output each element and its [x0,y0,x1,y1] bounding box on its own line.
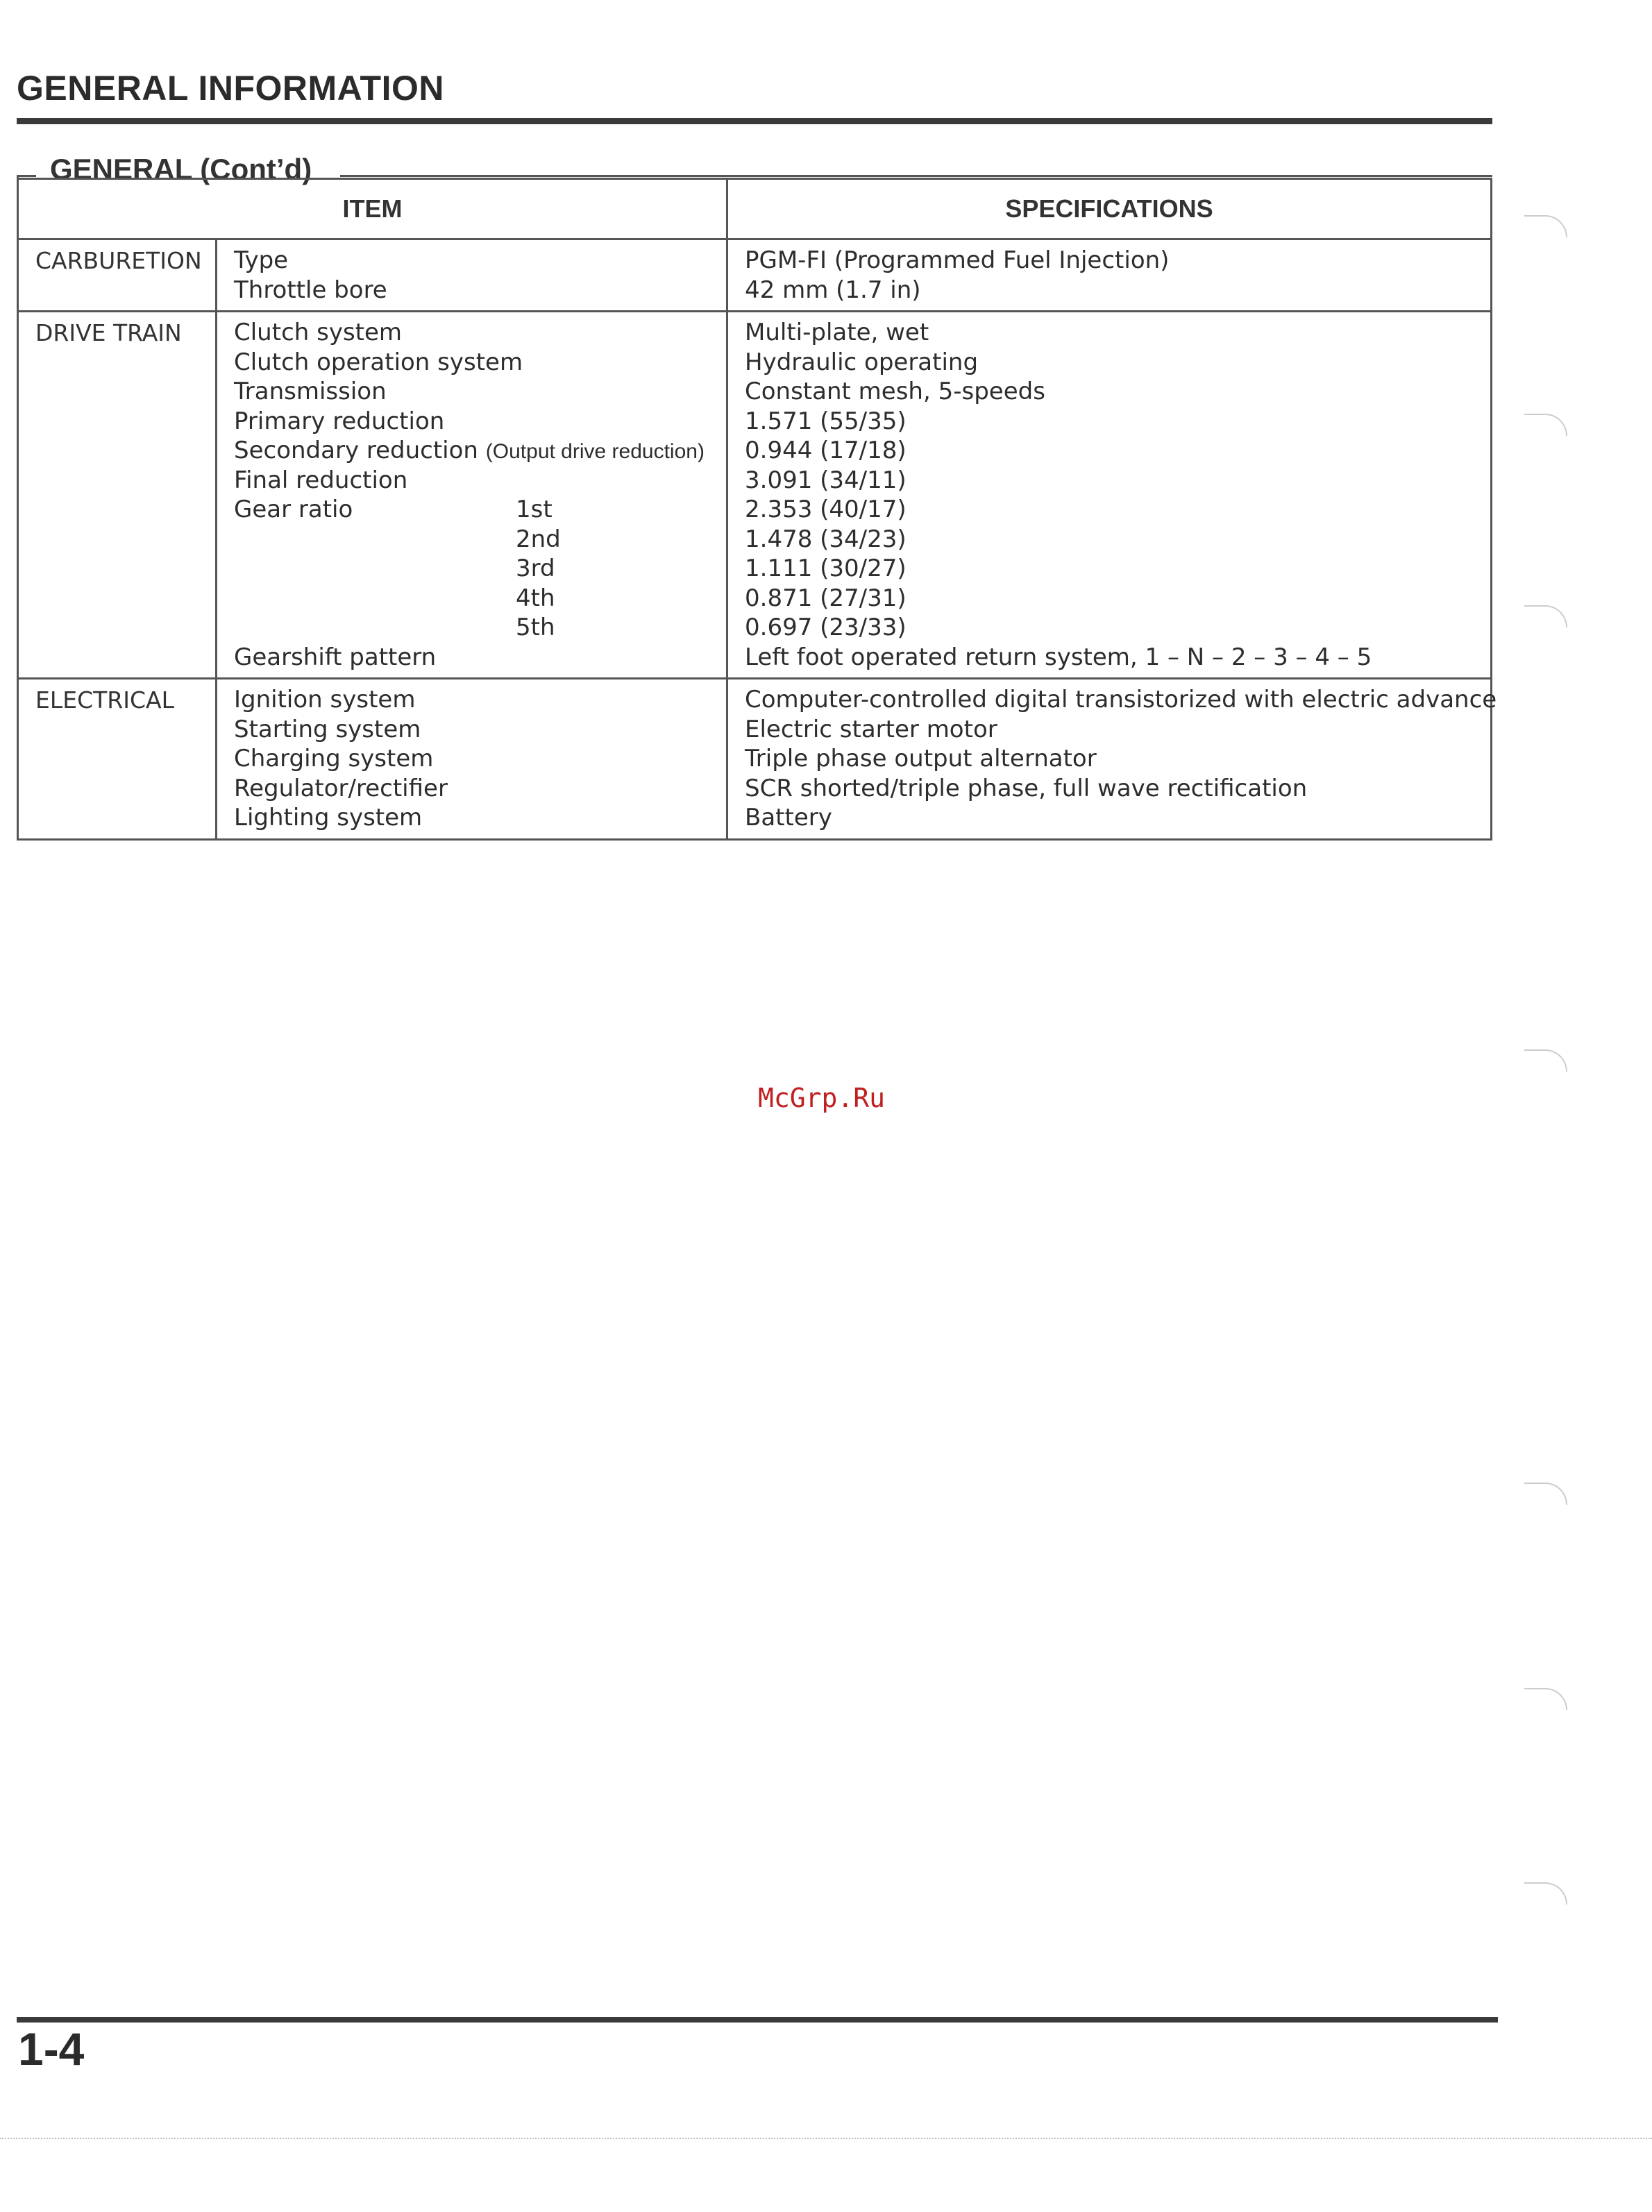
item-cell [217,679,727,840]
group-label: CARBURETION [18,239,217,312]
header-rule [17,118,1492,124]
spec-cell [727,679,1497,840]
item-label: Primary reduction [234,407,445,435]
section-rule [340,175,1492,177]
group-label: DRIVE TRAIN [18,312,217,679]
spec-value: Computer-controlled digital transistorized with electric advance [745,686,1497,714]
item-label: Transmission [234,378,387,405]
group-label: ELECTRICAL [18,679,217,840]
page-tab-mark [1524,215,1567,237]
spec-value: PGM-FI (Programmed Fuel Injection) [745,246,1170,274]
specifications-table [17,178,1497,841]
item-column-header: ITEM [18,179,727,239]
page-number: 1-4 [18,2023,85,2075]
gear-ratio-row [234,495,726,525]
item-label: Final reduction [234,466,408,494]
table-header-row [18,179,1492,239]
gear-number: 3rd [516,555,555,582]
item-label-row [234,436,726,466]
spec-value: Left foot operated return system, 1 – N – 2 – 3 – 4 – 5 [745,643,1372,671]
page-title: GENERAL INFORMATION [17,69,444,108]
item-label: Gear ratio [234,496,353,523]
table-row [18,239,1492,312]
item-label: Starting system [234,715,421,743]
spec-value: 0.871 (27/31) [745,584,907,612]
spec-value: 1.111 (30/27) [745,555,907,582]
item-label: Type [234,246,289,274]
item-note: (Output drive reduction) [485,440,705,463]
spec-value: Constant mesh, 5-speeds [745,378,1045,405]
page-tab-mark [1524,1882,1567,1905]
footer-rule [17,2017,1498,2023]
spec-value: SCR shorted/triple phase, full wave rectification [745,774,1308,802]
item-cell [217,239,727,312]
section-bracket [17,175,36,177]
item-label: Clutch system [234,319,403,346]
item-label: Charging system [234,745,434,772]
spec-value: 1.571 (55/35) [745,407,907,435]
spec-cell [727,239,1492,312]
page-tab-mark [1524,1049,1567,1072]
spec-value: 1.478 (34/23) [745,525,907,553]
specifications-column-header: SPECIFICATIONS [727,179,1492,239]
spec-value: 3.091 (34/11) [745,466,907,494]
gear-number: 1st [516,496,553,523]
item-label: Lighting system [234,804,423,831]
item-cell [217,312,727,679]
spec-value: 42 mm (1.7 in) [745,276,921,304]
item-label: Regulator/rectifier [234,774,448,802]
spec-value: Hydraulic operating [745,348,979,376]
spec-value: Electric starter motor [745,715,997,743]
page-tab-mark [1524,1483,1567,1505]
item-label: Clutch operation system [234,348,523,376]
spec-cell [727,312,1492,679]
page-tab-mark [1524,1688,1567,1710]
spec-value: Multi-plate, wet [745,319,929,346]
item-label: Secondary reduction [234,437,478,464]
spec-value: 0.697 (23/33) [745,614,907,641]
page-tab-mark [1524,605,1567,627]
gear-number: 5th [516,614,555,641]
item-label: Throttle bore [234,276,387,304]
item-label: Ignition system [234,686,416,714]
page-tab-mark [1524,414,1567,436]
spec-value: 0.944 (17/18) [745,437,907,464]
gear-number: 4th [516,584,555,612]
table-row [18,312,1492,679]
page-edge [0,2138,1652,2139]
spec-value: 2.353 (40/17) [745,496,907,523]
watermark-link[interactable]: McGrp.Ru [758,1083,886,1113]
spec-value: Battery [745,804,832,831]
spec-value: Triple phase output alternator [745,745,1097,772]
gear-number: 2nd [516,525,561,553]
item-label: Gearshift pattern [234,643,437,671]
table-row [18,679,1492,840]
section-title: GENERAL (Cont’d) [50,153,312,185]
